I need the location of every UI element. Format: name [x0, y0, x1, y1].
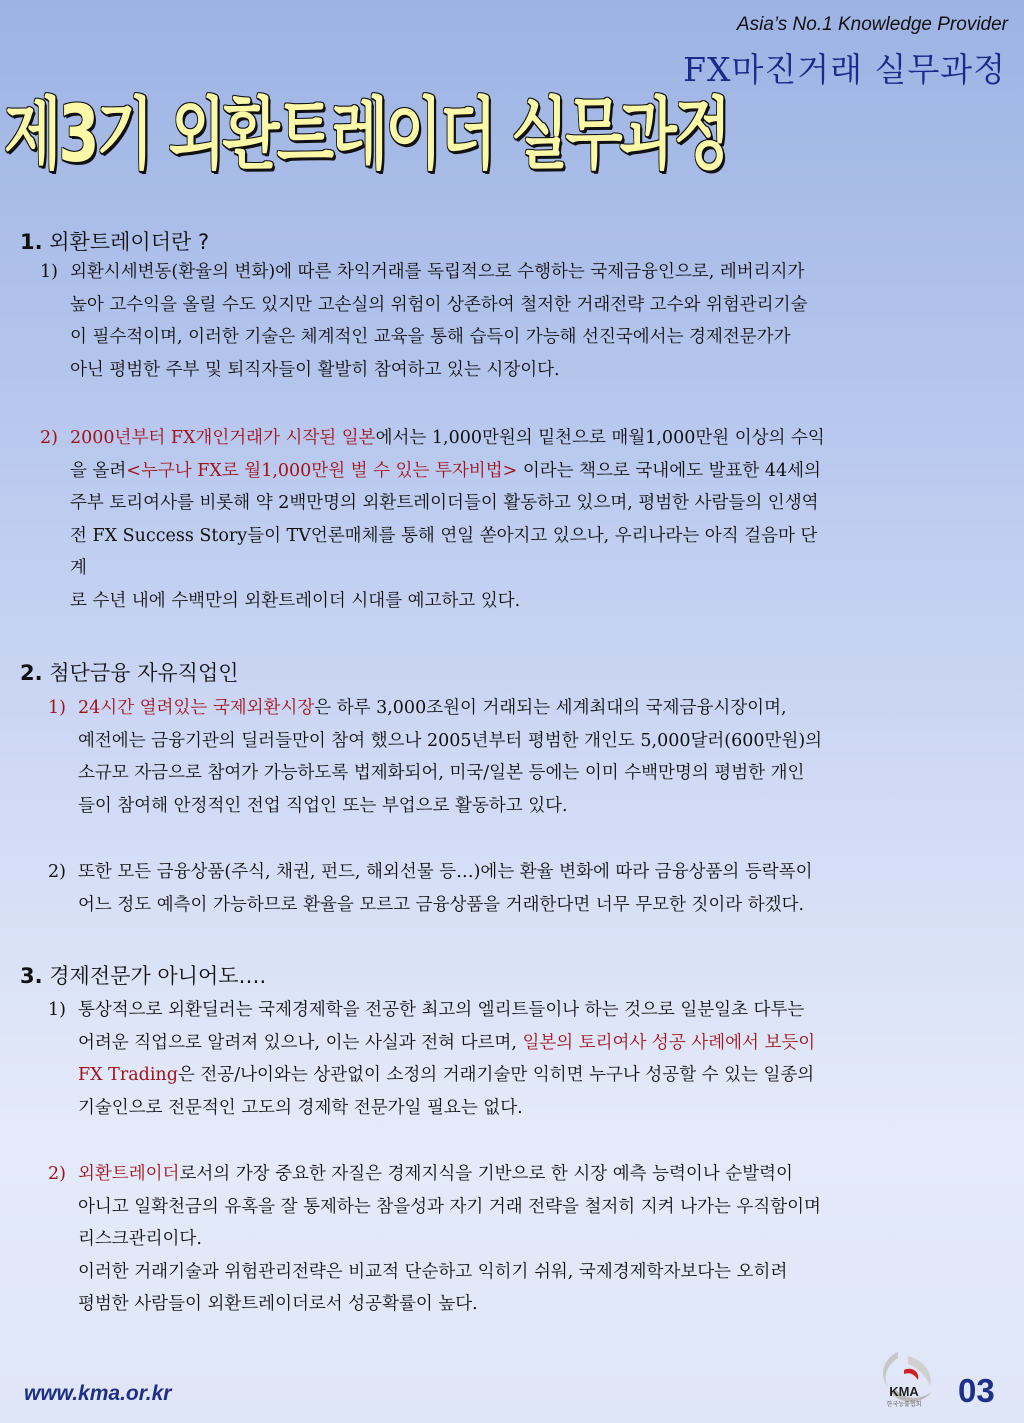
section1-item1: [40, 256, 807, 386]
item-marker: 2): [40, 428, 58, 448]
text: 을 올려: [70, 460, 127, 481]
text-line: 예전에는 금융기관의 딜러들만이 참여 했으나 2005년부터 평범한 개인도 5,000달러(600만원)의: [78, 730, 823, 751]
text: 은 하루 3,000조원이 거래되는 세계최대의 국제금융시장이며,: [314, 698, 787, 718]
section3-item2: [48, 1158, 821, 1321]
highlight-text: <누구나 FX로 월1,000만원 벌 수 있는 투자비법>: [126, 460, 518, 481]
text-line: 리스크관리이다.: [78, 1229, 202, 1249]
text-line: [78, 1158, 821, 1191]
page-number: 03: [958, 1372, 995, 1409]
course-title: FX마진거래 실무과정: [683, 50, 1006, 89]
section2-item1: [48, 692, 822, 822]
text-line: 이 필수적이며, 이러한 기술은 체계적인 교육을 통해 습득이 가능해 선진국에서는 경제전문가가: [70, 327, 791, 347]
text-line: 어느 정도 예측이 가능하므로 환율을 모르고 금융상품을 거래한다면 너무 무모한 짓이라 하겠다.: [78, 894, 805, 915]
logo-subtext: 한국능률협회: [886, 1401, 922, 1408]
text: 로서의 가장 중요한 자질은 경제지식을 기반으로 한 시장 예측 능력이나 순발력이: [179, 1164, 793, 1184]
text: 어려운 직업으로 알려져 있으나, 이는 사실과 전혀 다르며,: [78, 1032, 523, 1053]
text-line: [78, 1059, 815, 1092]
text-line: 이러한 거래기술과 위험관리전략은 비교적 단순하고 익히기 쉬워, 국제경제학자보다는 오히려: [78, 1261, 788, 1282]
text-line: 통상적으로 외환딜러는 국제경제학을 전공한 최고의 엘리트들이나 하는 것으로 일분일초 다투는: [78, 1000, 805, 1020]
tagline: Asia’s No.1 Knowledge Provider: [736, 14, 1008, 35]
text-line: 소규모 자금으로 참여가 가능하도록 법제화되어, 미국/일본 등에는 이미 수백만명의 평범한 개인: [78, 763, 805, 783]
item-marker: 1): [48, 1000, 66, 1020]
text-line: 로 수년 내에 수백만의 외환트레이더 시대를 예고하고 있다.: [70, 590, 521, 611]
section-number: 1.: [20, 230, 43, 254]
text: 이라는 책으로 국내에도 발표한 44세의: [517, 460, 821, 481]
text-line: 주부 토리여사를 비롯해 약 2백만명의 외환트레이더들이 활동하고 있으며, 평범한 사람들의 인생역: [70, 493, 819, 513]
highlight-text: 2000년부터 FX개인거래가 시작된 일본: [70, 428, 376, 448]
logo-text: KMA: [889, 1384, 919, 1399]
section-number: 2.: [20, 661, 43, 685]
text-line: 아니고 일확천금의 유혹을 잘 통제하는 참을성과 자기 거래 전략을 철저히 지켜 나가는 우직함이며: [78, 1196, 821, 1217]
website-link[interactable]: www.kma.or.kr: [24, 1382, 172, 1405]
section-heading-1: [20, 226, 209, 256]
highlight-text: 외환트레이더: [78, 1164, 180, 1184]
section-title: 외환트레이더란 ?: [42, 230, 210, 254]
section-title: 첨단금융 자유직업인: [42, 661, 239, 685]
text: 에서는 1,000만원의 밑천으로 매월1,000만원 이상의 수익: [375, 428, 825, 448]
section-title: 경제전문가 아니어도….: [42, 964, 267, 988]
text-line: 아닌 평범한 주부 및 퇴직자들이 활발히 참여하고 있는 시장이다.: [70, 359, 560, 380]
text-line: [70, 422, 825, 455]
text-line: [78, 692, 822, 725]
text: 은 전공/나이와는 상관없이 소정의 거래기술만 익히면 누구나 성공할 수 있는 일종의: [177, 1065, 815, 1085]
section2-item2: [48, 856, 813, 921]
highlight-text: 일본의 토리여사 성공 사례에서 보듯이: [522, 1032, 816, 1053]
text-line: 높아 고수익을 올릴 수도 있지만 고손실의 위험이 상존하여 철저한 거래전략 고수와 위험관리기술: [70, 294, 808, 315]
section-heading-2: [20, 657, 239, 687]
kma-logo: [868, 1348, 940, 1414]
text-line: 전 FX Success Story들이 TV언론매체를 통해 연일 쏟아지고 있으나, 우리나라는 아직 걸음마 단: [70, 525, 818, 546]
section-heading-3: [20, 960, 266, 990]
page-title: 제3기 외환트레이더 실무과정: [4, 90, 729, 180]
section3-item1: [48, 994, 815, 1124]
item-marker: 1): [40, 262, 58, 282]
text-line: 기술인으로 전문적인 고도의 경제학 전문가일 필요는 없다.: [78, 1097, 523, 1118]
text-line: [70, 455, 825, 488]
item-marker: 2): [48, 1164, 66, 1184]
text-line: 외환시세변동(환율의 변화)에 따른 차익거래를 독립적으로 수행하는 국제금융인으로, 레버리지가: [70, 262, 805, 282]
text-line: 계: [70, 558, 87, 578]
section-number: 3.: [20, 964, 43, 988]
highlight-text: 24시간 열려있는 국제외환시장: [78, 698, 315, 718]
section1-item2: [40, 422, 825, 617]
text-line: 평범한 사람들이 외환트레이더로서 성공확률이 높다.: [78, 1294, 478, 1314]
text-line: 들이 참여해 안정적인 전업 직업인 또는 부업으로 활동하고 있다.: [78, 795, 568, 816]
highlight-text: FX Trading: [78, 1065, 178, 1085]
item-marker: 2): [48, 862, 66, 882]
text-line: 또한 모든 금융상품(주식, 채권, 펀드, 해외선물 등…)에는 환율 변화에 따라 금융상품의 등락폭이: [78, 862, 813, 882]
text-line: [78, 1027, 815, 1060]
item-marker: 1): [48, 698, 66, 718]
